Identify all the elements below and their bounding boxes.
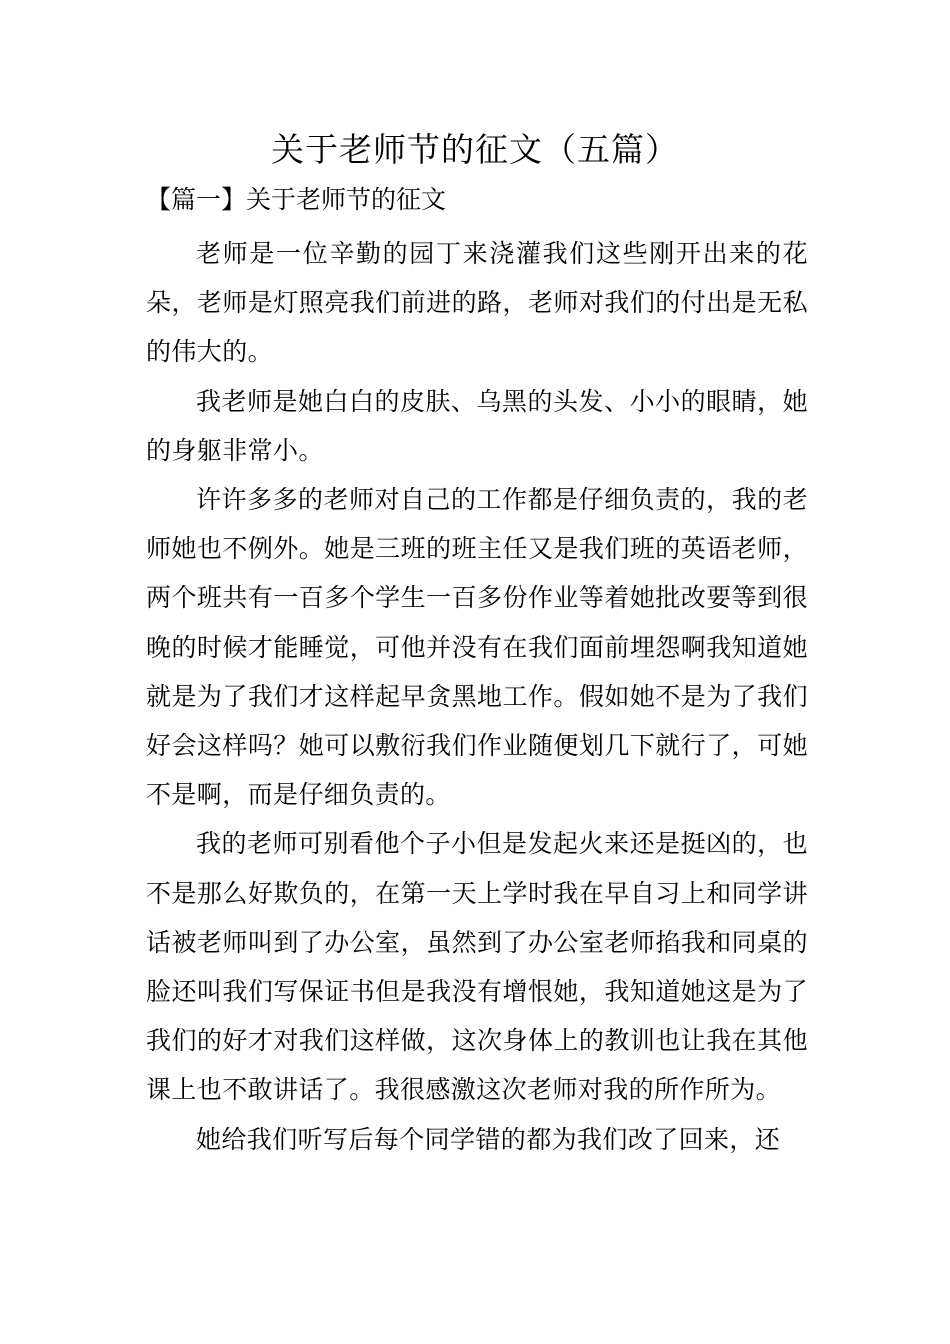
paragraph: 我老师是她白白的皮肤、乌黑的头发、小小的眼睛，她的身躯非常小。: [146, 386, 808, 465]
paragraph: 老师是一位辛勤的园丁来浇灌我们这些刚开出来的花朵，老师是灯照亮我们前进的路，老师对我们的付出是无私的伟大的。: [146, 239, 808, 367]
paragraph: 我的老师可别看他个子小但是发起火来还是挺凶的，也不是那么好欺负的，在第一天上学时我在早自习上和同学讲话被老师叫到了办公室，虽然到了办公室老师掐我和同桌的脸还叫我们写保证书但是我没有增恨她，我知道她这是为了我们的好才对我们这样做，这次身体上的教训也让我在其他课上也不敢讲话了。我很感激这次老师对我的所作所为。: [146, 829, 808, 1105]
paragraph: 她给我们听写后每个同学错的都为我们改了回来，还: [196, 1124, 781, 1154]
paragraph: 许许多多的老师对自己的工作都是仔细负责的，我的老师她也不例外。她是三班的班主任又是我们班的英语老师，两个班共有一百多个学生一百多份作业等着她批改要等到很晚的时候才能睡觉，可他并没有在我们面前埋怨啊我知道她就是为了我们才这样起早贪黑地工作。假如她不是为了我们好会这样吗？她可以敷衍我们作业随便划几下就行了，可她不是啊，而是仔细负责的。: [146, 485, 808, 810]
document-body: [146, 229, 808, 1164]
document-title: 关于老师节的征文（五篇）: [271, 130, 679, 169]
section-heading: 【篇一】关于老师节的征文: [146, 185, 447, 214]
